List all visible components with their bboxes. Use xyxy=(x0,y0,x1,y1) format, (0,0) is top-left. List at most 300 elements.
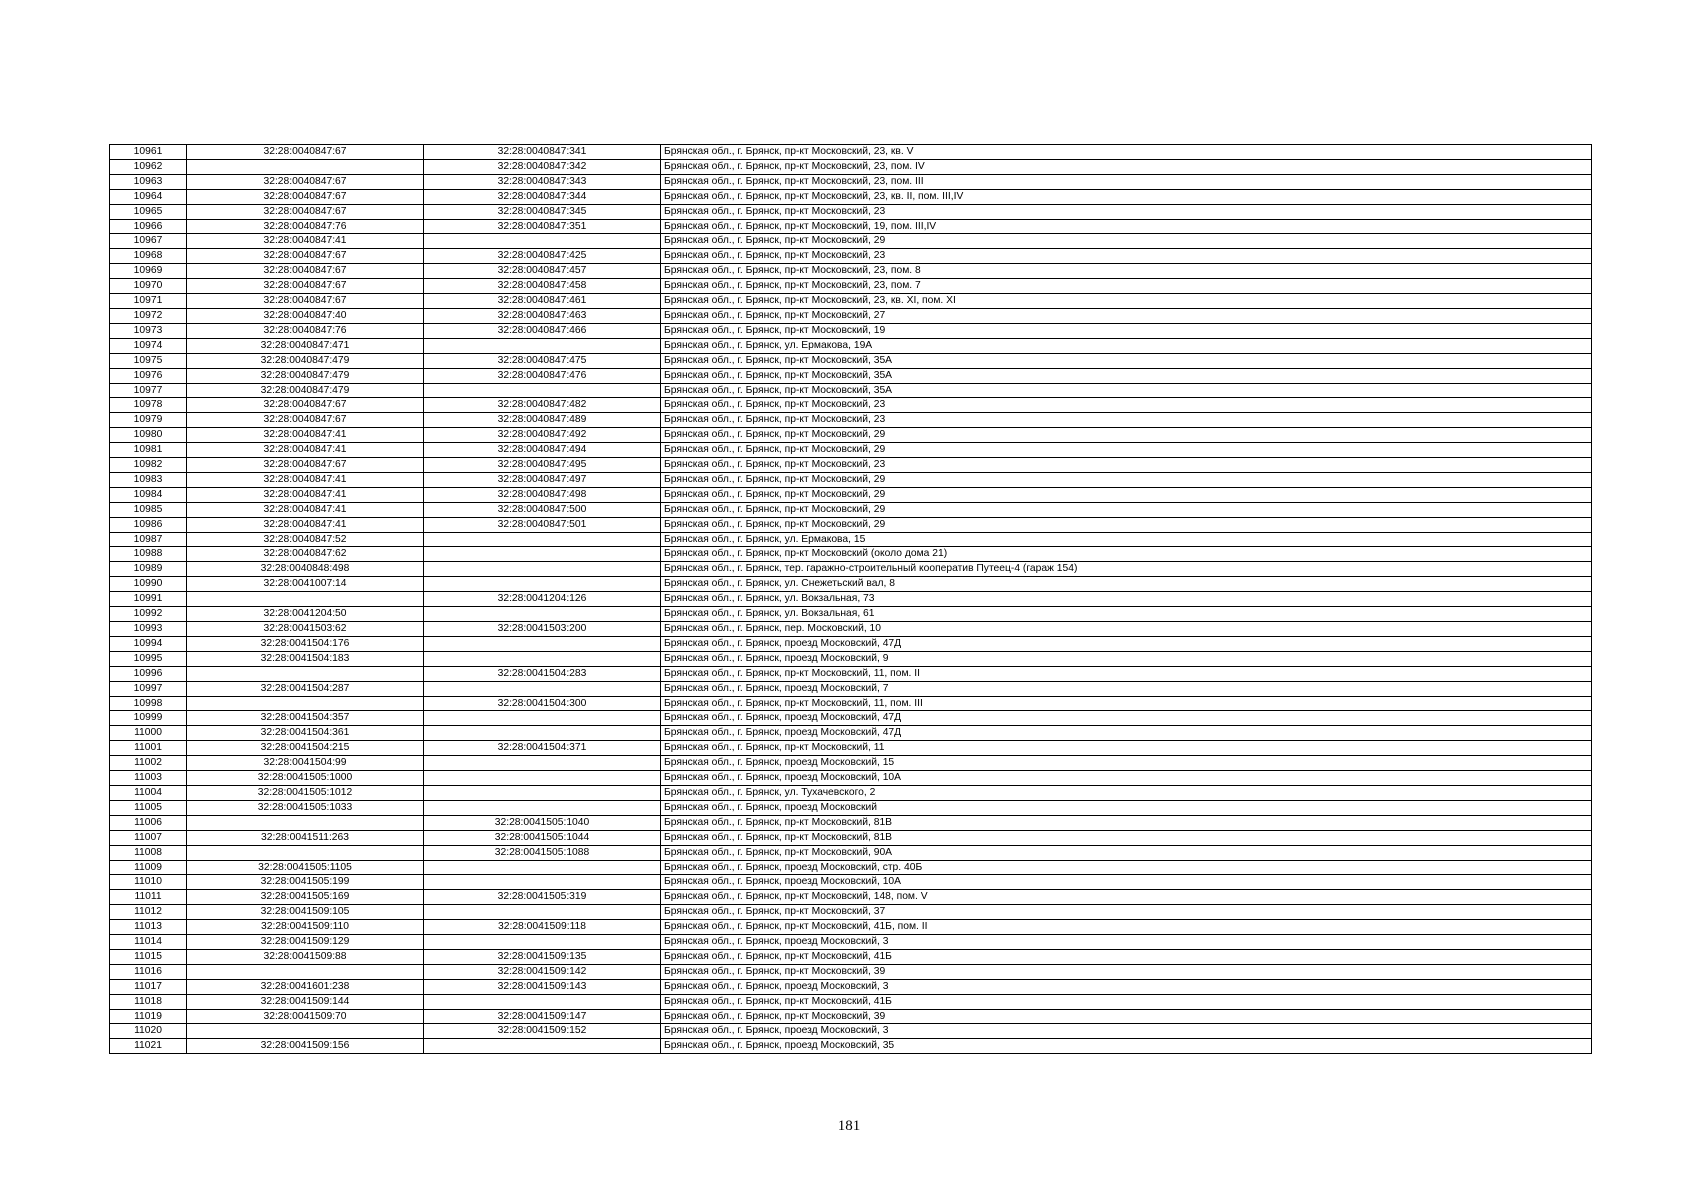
row-number-cell: 10987 xyxy=(110,532,187,547)
row-number-cell: 10976 xyxy=(110,368,187,383)
land-cadastral-number-cell: 32:28:0040847:67 xyxy=(187,174,424,189)
table-row xyxy=(110,487,1592,502)
object-cadastral-number-cell: 32:28:0040847:457 xyxy=(424,264,661,279)
table-row xyxy=(110,338,1592,353)
land-cadastral-number-cell: 32:28:0040847:41 xyxy=(187,472,424,487)
row-number-cell: 10995 xyxy=(110,651,187,666)
table-row xyxy=(110,264,1592,279)
table-row xyxy=(110,875,1592,890)
land-cadastral-number-cell: 32:28:0041505:1012 xyxy=(187,785,424,800)
row-number-cell: 10992 xyxy=(110,607,187,622)
table-row xyxy=(110,681,1592,696)
table-row xyxy=(110,860,1592,875)
table-row xyxy=(110,830,1592,845)
address-cell: Брянская обл., г. Брянск, пр-кт Московский, 39 xyxy=(661,1009,1592,1024)
object-cadastral-number-cell: 32:28:0040847:489 xyxy=(424,413,661,428)
object-cadastral-number-cell xyxy=(424,636,661,651)
land-cadastral-number-cell xyxy=(187,592,424,607)
object-cadastral-number-cell xyxy=(424,338,661,353)
table-row xyxy=(110,472,1592,487)
object-cadastral-number-cell xyxy=(424,562,661,577)
table-row xyxy=(110,517,1592,532)
row-number-cell: 11015 xyxy=(110,949,187,964)
object-cadastral-number-cell: 32:28:0041505:1040 xyxy=(424,815,661,830)
land-cadastral-number-cell: 32:28:0041509:144 xyxy=(187,994,424,1009)
object-cadastral-number-cell xyxy=(424,785,661,800)
land-cadastral-number-cell: 32:28:0040847:67 xyxy=(187,264,424,279)
property-table xyxy=(109,144,1592,1054)
table-row xyxy=(110,219,1592,234)
land-cadastral-number-cell: 32:28:0040847:67 xyxy=(187,204,424,219)
object-cadastral-number-cell: 32:28:0041509:152 xyxy=(424,1024,661,1039)
row-number-cell: 11013 xyxy=(110,920,187,935)
table-row xyxy=(110,1039,1592,1054)
address-cell: Брянская обл., г. Брянск, пр-кт Московский (около дома 21) xyxy=(661,547,1592,562)
table-row xyxy=(110,726,1592,741)
object-cadastral-number-cell: 32:28:0040847:492 xyxy=(424,428,661,443)
address-cell: Брянская обл., г. Брянск, пр-кт Московский, 81В xyxy=(661,815,1592,830)
object-cadastral-number-cell: 32:28:0041509:118 xyxy=(424,920,661,935)
row-number-cell: 11020 xyxy=(110,1024,187,1039)
table-row xyxy=(110,636,1592,651)
land-cadastral-number-cell: 32:28:0040847:40 xyxy=(187,308,424,323)
land-cadastral-number-cell: 32:28:0040847:76 xyxy=(187,323,424,338)
object-cadastral-number-cell: 32:28:0040847:498 xyxy=(424,487,661,502)
row-number-cell: 10997 xyxy=(110,681,187,696)
object-cadastral-number-cell xyxy=(424,756,661,771)
address-cell: Брянская обл., г. Брянск, проезд Московский, 47Д xyxy=(661,711,1592,726)
land-cadastral-number-cell: 32:28:0040847:67 xyxy=(187,294,424,309)
address-cell: Брянская обл., г. Брянск, проезд Московский, 7 xyxy=(661,681,1592,696)
object-cadastral-number-cell: 32:28:0040847:466 xyxy=(424,323,661,338)
land-cadastral-number-cell: 32:28:0041505:169 xyxy=(187,890,424,905)
land-cadastral-number-cell: 32:28:0041504:99 xyxy=(187,756,424,771)
table-row xyxy=(110,159,1592,174)
land-cadastral-number-cell: 32:28:0041511:263 xyxy=(187,830,424,845)
object-cadastral-number-cell: 32:28:0040847:341 xyxy=(424,145,661,160)
address-cell: Брянская обл., г. Брянск, ул. Тухачевского, 2 xyxy=(661,785,1592,800)
land-cadastral-number-cell: 32:28:0041505:1033 xyxy=(187,800,424,815)
address-cell: Брянская обл., г. Брянск, пр-кт Московский, 29 xyxy=(661,443,1592,458)
land-cadastral-number-cell: 32:28:0041504:361 xyxy=(187,726,424,741)
table-row xyxy=(110,458,1592,473)
object-cadastral-number-cell xyxy=(424,383,661,398)
address-cell: Брянская обл., г. Брянск, пр-кт Московский, 29 xyxy=(661,502,1592,517)
land-cadastral-number-cell: 32:28:0040847:67 xyxy=(187,398,424,413)
address-cell: Брянская обл., г. Брянск, пр-кт Московский, 27 xyxy=(661,308,1592,323)
object-cadastral-number-cell: 32:28:0041505:1088 xyxy=(424,845,661,860)
table-row xyxy=(110,413,1592,428)
address-cell: Брянская обл., г. Брянск, проезд Московский xyxy=(661,800,1592,815)
object-cadastral-number-cell: 32:28:0040847:351 xyxy=(424,219,661,234)
land-cadastral-number-cell: 32:28:0041601:238 xyxy=(187,979,424,994)
object-cadastral-number-cell: 32:28:0041504:300 xyxy=(424,696,661,711)
land-cadastral-number-cell xyxy=(187,815,424,830)
row-number-cell: 10985 xyxy=(110,502,187,517)
row-number-cell: 10965 xyxy=(110,204,187,219)
row-number-cell: 11011 xyxy=(110,890,187,905)
land-cadastral-number-cell: 32:28:0040847:67 xyxy=(187,145,424,160)
address-cell: Брянская обл., г. Брянск, ул. Вокзальная, 73 xyxy=(661,592,1592,607)
table-row xyxy=(110,294,1592,309)
row-number-cell: 11004 xyxy=(110,785,187,800)
address-cell: Брянская обл., г. Брянск, пр-кт Московский, 11 xyxy=(661,741,1592,756)
table-row xyxy=(110,607,1592,622)
row-number-cell: 10962 xyxy=(110,159,187,174)
object-cadastral-number-cell: 32:28:0040847:500 xyxy=(424,502,661,517)
land-cadastral-number-cell: 32:28:0041503:62 xyxy=(187,622,424,637)
row-number-cell: 11001 xyxy=(110,741,187,756)
address-cell: Брянская обл., г. Брянск, пр-кт Московский, 23, кв. V xyxy=(661,145,1592,160)
table-row xyxy=(110,1024,1592,1039)
land-cadastral-number-cell xyxy=(187,845,424,860)
page-number: 181 xyxy=(837,1118,861,1134)
object-cadastral-number-cell xyxy=(424,875,661,890)
table-row xyxy=(110,920,1592,935)
object-cadastral-number-cell: 32:28:0040847:343 xyxy=(424,174,661,189)
row-number-cell: 11005 xyxy=(110,800,187,815)
table-row xyxy=(110,651,1592,666)
object-cadastral-number-cell xyxy=(424,607,661,622)
object-cadastral-number-cell xyxy=(424,860,661,875)
table-row xyxy=(110,145,1592,160)
land-cadastral-number-cell xyxy=(187,964,424,979)
table-row xyxy=(110,994,1592,1009)
row-number-cell: 10978 xyxy=(110,398,187,413)
row-number-cell: 11006 xyxy=(110,815,187,830)
row-number-cell: 10986 xyxy=(110,517,187,532)
object-cadastral-number-cell: 32:28:0040847:342 xyxy=(424,159,661,174)
object-cadastral-number-cell xyxy=(424,905,661,920)
table-row xyxy=(110,353,1592,368)
address-cell: Брянская обл., г. Брянск, пр-кт Московский, 148, пом. V xyxy=(661,890,1592,905)
object-cadastral-number-cell: 32:28:0041509:135 xyxy=(424,949,661,964)
row-number-cell: 10993 xyxy=(110,622,187,637)
object-cadastral-number-cell: 32:28:0040847:345 xyxy=(424,204,661,219)
land-cadastral-number-cell: 32:28:0040847:41 xyxy=(187,487,424,502)
object-cadastral-number-cell xyxy=(424,994,661,1009)
object-cadastral-number-cell xyxy=(424,800,661,815)
address-cell: Брянская обл., г. Брянск, проезд Московский, 47Д xyxy=(661,726,1592,741)
land-cadastral-number-cell: 32:28:0040847:52 xyxy=(187,532,424,547)
object-cadastral-number-cell: 32:28:0041503:200 xyxy=(424,622,661,637)
row-number-cell: 10988 xyxy=(110,547,187,562)
address-cell: Брянская обл., г. Брянск, пр-кт Московский, 37 xyxy=(661,905,1592,920)
address-cell: Брянская обл., г. Брянск, пр-кт Московский, 41Б xyxy=(661,994,1592,1009)
row-number-cell: 10968 xyxy=(110,249,187,264)
address-cell: Брянская обл., г. Брянск, проезд Московский, 3 xyxy=(661,1024,1592,1039)
row-number-cell: 10972 xyxy=(110,308,187,323)
address-cell: Брянская обл., г. Брянск, проезд Московский, 15 xyxy=(661,756,1592,771)
land-cadastral-number-cell: 32:28:0040847:62 xyxy=(187,547,424,562)
row-number-cell: 10999 xyxy=(110,711,187,726)
address-cell: Брянская обл., г. Брянск, пр-кт Московский, 23, пом. 8 xyxy=(661,264,1592,279)
table-row xyxy=(110,845,1592,860)
land-cadastral-number-cell: 32:28:0040847:41 xyxy=(187,443,424,458)
address-cell: Брянская обл., г. Брянск, пр-кт Московский, 23, кв. II, пом. III,IV xyxy=(661,189,1592,204)
row-number-cell: 10998 xyxy=(110,696,187,711)
row-number-cell: 10990 xyxy=(110,577,187,592)
address-cell: Брянская обл., г. Брянск, пр-кт Московский, 81В xyxy=(661,830,1592,845)
address-cell: Брянская обл., г. Брянск, пр-кт Московский, 23 xyxy=(661,413,1592,428)
land-cadastral-number-cell: 32:28:0041504:287 xyxy=(187,681,424,696)
table-row xyxy=(110,398,1592,413)
table-row xyxy=(110,800,1592,815)
address-cell: Брянская обл., г. Брянск, проезд Московский, 3 xyxy=(661,979,1592,994)
table-row xyxy=(110,547,1592,562)
row-number-cell: 10989 xyxy=(110,562,187,577)
object-cadastral-number-cell xyxy=(424,532,661,547)
address-cell: Брянская обл., г. Брянск, пр-кт Московский, 35А xyxy=(661,368,1592,383)
land-cadastral-number-cell: 32:28:0041505:1000 xyxy=(187,771,424,786)
row-number-cell: 11000 xyxy=(110,726,187,741)
table-row xyxy=(110,308,1592,323)
row-number-cell: 10961 xyxy=(110,145,187,160)
address-cell: Брянская обл., г. Брянск, пр-кт Московский, 29 xyxy=(661,428,1592,443)
table-row xyxy=(110,815,1592,830)
row-number-cell: 11007 xyxy=(110,830,187,845)
table-row xyxy=(110,1009,1592,1024)
table-row xyxy=(110,935,1592,950)
row-number-cell: 10971 xyxy=(110,294,187,309)
row-number-cell: 10984 xyxy=(110,487,187,502)
object-cadastral-number-cell: 32:28:0040847:497 xyxy=(424,472,661,487)
row-number-cell: 10974 xyxy=(110,338,187,353)
address-cell: Брянская обл., г. Брянск, ул. Снежетьский вал, 8 xyxy=(661,577,1592,592)
row-number-cell: 11021 xyxy=(110,1039,187,1054)
land-cadastral-number-cell: 32:28:0041204:50 xyxy=(187,607,424,622)
land-cadastral-number-cell: 32:28:0040847:67 xyxy=(187,279,424,294)
object-cadastral-number-cell: 32:28:0040847:344 xyxy=(424,189,661,204)
row-number-cell: 11017 xyxy=(110,979,187,994)
row-number-cell: 10979 xyxy=(110,413,187,428)
table-row xyxy=(110,756,1592,771)
row-number-cell: 11016 xyxy=(110,964,187,979)
table-row xyxy=(110,562,1592,577)
table-row xyxy=(110,622,1592,637)
land-cadastral-number-cell: 32:28:0041509:129 xyxy=(187,935,424,950)
table-row xyxy=(110,577,1592,592)
table-row xyxy=(110,502,1592,517)
address-cell: Брянская обл., г. Брянск, пр-кт Московский, 41Б xyxy=(661,949,1592,964)
object-cadastral-number-cell xyxy=(424,651,661,666)
table-row xyxy=(110,443,1592,458)
row-number-cell: 10975 xyxy=(110,353,187,368)
land-cadastral-number-cell: 32:28:0041509:70 xyxy=(187,1009,424,1024)
table-row xyxy=(110,204,1592,219)
address-cell: Брянская обл., г. Брянск, пр-кт Московский, 23 xyxy=(661,398,1592,413)
table-row xyxy=(110,368,1592,383)
row-number-cell: 10981 xyxy=(110,443,187,458)
address-cell: Брянская обл., г. Брянск, ул. Ермакова, 15 xyxy=(661,532,1592,547)
object-cadastral-number-cell: 32:28:0040847:461 xyxy=(424,294,661,309)
table-row xyxy=(110,323,1592,338)
address-cell: Брянская обл., г. Брянск, проезд Московский, 35 xyxy=(661,1039,1592,1054)
land-cadastral-number-cell: 32:28:0040847:479 xyxy=(187,368,424,383)
address-cell: Брянская обл., г. Брянск, пр-кт Московский, 23, пом. 7 xyxy=(661,279,1592,294)
address-cell: Брянская обл., г. Брянск, пр-кт Московский, 23 xyxy=(661,204,1592,219)
address-cell: Брянская обл., г. Брянск, пр-кт Московский, 39 xyxy=(661,964,1592,979)
object-cadastral-number-cell: 32:28:0041504:371 xyxy=(424,741,661,756)
address-cell: Брянская обл., г. Брянск, пр-кт Московский, 90А xyxy=(661,845,1592,860)
object-cadastral-number-cell: 32:28:0041204:126 xyxy=(424,592,661,607)
object-cadastral-number-cell: 32:28:0041505:1044 xyxy=(424,830,661,845)
object-cadastral-number-cell xyxy=(424,726,661,741)
address-cell: Брянская обл., г. Брянск, пр-кт Московский, 23, пом. IV xyxy=(661,159,1592,174)
address-cell: Брянская обл., г. Брянск, пр-кт Московский, 35А xyxy=(661,353,1592,368)
row-number-cell: 10994 xyxy=(110,636,187,651)
land-cadastral-number-cell: 32:28:0041505:199 xyxy=(187,875,424,890)
table-row xyxy=(110,189,1592,204)
land-cadastral-number-cell: 32:28:0041504:357 xyxy=(187,711,424,726)
address-cell: Брянская обл., г. Брянск, пр-кт Московский, 19 xyxy=(661,323,1592,338)
row-number-cell: 10983 xyxy=(110,472,187,487)
address-cell: Брянская обл., г. Брянск, пр-кт Московский, 29 xyxy=(661,472,1592,487)
row-number-cell: 11003 xyxy=(110,771,187,786)
row-number-cell: 10991 xyxy=(110,592,187,607)
object-cadastral-number-cell: 32:28:0040847:463 xyxy=(424,308,661,323)
row-number-cell: 11009 xyxy=(110,860,187,875)
object-cadastral-number-cell xyxy=(424,681,661,696)
object-cadastral-number-cell xyxy=(424,771,661,786)
row-number-cell: 10969 xyxy=(110,264,187,279)
row-number-cell: 11008 xyxy=(110,845,187,860)
table-row xyxy=(110,666,1592,681)
row-number-cell: 10964 xyxy=(110,189,187,204)
land-cadastral-number-cell: 32:28:0040847:67 xyxy=(187,413,424,428)
address-cell: Брянская обл., г. Брянск, пр-кт Московский, 19, пом. III,IV xyxy=(661,219,1592,234)
object-cadastral-number-cell xyxy=(424,711,661,726)
address-cell: Брянская обл., г. Брянск, пр-кт Московский, 29 xyxy=(661,487,1592,502)
row-number-cell: 10996 xyxy=(110,666,187,681)
address-cell: Брянская обл., г. Брянск, проезд Московский, стр. 40Б xyxy=(661,860,1592,875)
row-number-cell: 10977 xyxy=(110,383,187,398)
table-row xyxy=(110,785,1592,800)
land-cadastral-number-cell xyxy=(187,666,424,681)
address-cell: Брянская обл., г. Брянск, пр-кт Московский, 29 xyxy=(661,234,1592,249)
land-cadastral-number-cell: 32:28:0041505:1105 xyxy=(187,860,424,875)
table-row xyxy=(110,771,1592,786)
table-row xyxy=(110,741,1592,756)
table-row xyxy=(110,979,1592,994)
object-cadastral-number-cell xyxy=(424,547,661,562)
land-cadastral-number-cell: 32:28:0041504:176 xyxy=(187,636,424,651)
row-number-cell: 11012 xyxy=(110,905,187,920)
land-cadastral-number-cell: 32:28:0040847:479 xyxy=(187,353,424,368)
land-cadastral-number-cell: 32:28:0040847:41 xyxy=(187,517,424,532)
land-cadastral-number-cell: 32:28:0040847:479 xyxy=(187,383,424,398)
address-cell: Брянская обл., г. Брянск, проезд Московский, 10А xyxy=(661,771,1592,786)
object-cadastral-number-cell: 32:28:0040847:494 xyxy=(424,443,661,458)
object-cadastral-number-cell: 32:28:0041509:147 xyxy=(424,1009,661,1024)
object-cadastral-number-cell: 32:28:0040847:501 xyxy=(424,517,661,532)
table-row xyxy=(110,428,1592,443)
land-cadastral-number-cell: 32:28:0040847:41 xyxy=(187,428,424,443)
object-cadastral-number-cell: 32:28:0040847:475 xyxy=(424,353,661,368)
address-cell: Брянская обл., г. Брянск, пр-кт Московский, 23 xyxy=(661,249,1592,264)
address-cell: Брянская обл., г. Брянск, пр-кт Московский, 23, пом. III xyxy=(661,174,1592,189)
row-number-cell: 10966 xyxy=(110,219,187,234)
land-cadastral-number-cell: 32:28:0040847:41 xyxy=(187,234,424,249)
address-cell: Брянская обл., г. Брянск, проезд Московский, 3 xyxy=(661,935,1592,950)
row-number-cell: 11010 xyxy=(110,875,187,890)
object-cadastral-number-cell: 32:28:0040847:425 xyxy=(424,249,661,264)
row-number-cell: 11018 xyxy=(110,994,187,1009)
land-cadastral-number-cell: 32:28:0041509:105 xyxy=(187,905,424,920)
address-cell: Брянская обл., г. Брянск, пр-кт Московский, 29 xyxy=(661,517,1592,532)
address-cell: Брянская обл., г. Брянск, пр-кт Московский, 35А xyxy=(661,383,1592,398)
land-cadastral-number-cell: 32:28:0040847:67 xyxy=(187,189,424,204)
object-cadastral-number-cell: 32:28:0041509:143 xyxy=(424,979,661,994)
land-cadastral-number-cell: 32:28:0040847:41 xyxy=(187,502,424,517)
address-cell: Брянская обл., г. Брянск, проезд Московский, 47Д xyxy=(661,636,1592,651)
land-cadastral-number-cell xyxy=(187,159,424,174)
table-row xyxy=(110,592,1592,607)
object-cadastral-number-cell: 32:28:0041505:319 xyxy=(424,890,661,905)
address-cell: Брянская обл., г. Брянск, пр-кт Московский, 23 xyxy=(661,458,1592,473)
land-cadastral-number-cell: 32:28:0040848:498 xyxy=(187,562,424,577)
object-cadastral-number-cell xyxy=(424,577,661,592)
land-cadastral-number-cell xyxy=(187,696,424,711)
table-row xyxy=(110,532,1592,547)
object-cadastral-number-cell: 32:28:0040847:476 xyxy=(424,368,661,383)
address-cell: Брянская обл., г. Брянск, пр-кт Московский, 23, кв. XI, пом. XI xyxy=(661,294,1592,309)
table-row xyxy=(110,696,1592,711)
row-number-cell: 10967 xyxy=(110,234,187,249)
table-row xyxy=(110,234,1592,249)
address-cell: Брянская обл., г. Брянск, пр-кт Московский, 41Б, пом. II xyxy=(661,920,1592,935)
table-row xyxy=(110,964,1592,979)
object-cadastral-number-cell: 32:28:0040847:495 xyxy=(424,458,661,473)
object-cadastral-number-cell: 32:28:0040847:482 xyxy=(424,398,661,413)
address-cell: Брянская обл., г. Брянск, ул. Вокзальная, 61 xyxy=(661,607,1592,622)
address-cell: Брянская обл., г. Брянск, ул. Ермакова, 19А xyxy=(661,338,1592,353)
land-cadastral-number-cell: 32:28:0040847:76 xyxy=(187,219,424,234)
table-row xyxy=(110,890,1592,905)
land-cadastral-number-cell: 32:28:0041509:156 xyxy=(187,1039,424,1054)
row-number-cell: 10980 xyxy=(110,428,187,443)
row-number-cell: 10963 xyxy=(110,174,187,189)
object-cadastral-number-cell xyxy=(424,234,661,249)
land-cadastral-number-cell xyxy=(187,1024,424,1039)
object-cadastral-number-cell: 32:28:0041509:142 xyxy=(424,964,661,979)
table-row xyxy=(110,905,1592,920)
object-cadastral-number-cell: 32:28:0041504:283 xyxy=(424,666,661,681)
table-row xyxy=(110,949,1592,964)
row-number-cell: 10973 xyxy=(110,323,187,338)
land-cadastral-number-cell: 32:28:0041509:110 xyxy=(187,920,424,935)
object-cadastral-number-cell xyxy=(424,935,661,950)
table-row xyxy=(110,279,1592,294)
object-cadastral-number-cell xyxy=(424,1039,661,1054)
address-cell: Брянская обл., г. Брянск, проезд Московский, 10А xyxy=(661,875,1592,890)
land-cadastral-number-cell: 32:28:0040847:471 xyxy=(187,338,424,353)
address-cell: Брянская обл., г. Брянск, проезд Московский, 9 xyxy=(661,651,1592,666)
object-cadastral-number-cell: 32:28:0040847:458 xyxy=(424,279,661,294)
address-cell: Брянская обл., г. Брянск, пр-кт Московский, 11, пом. II xyxy=(661,666,1592,681)
row-number-cell: 11019 xyxy=(110,1009,187,1024)
land-cadastral-number-cell: 32:28:0041504:215 xyxy=(187,741,424,756)
address-cell: Брянская обл., г. Брянск, пер. Московский, 10 xyxy=(661,622,1592,637)
land-cadastral-number-cell: 32:28:0041504:183 xyxy=(187,651,424,666)
table-row xyxy=(110,249,1592,264)
row-number-cell: 10970 xyxy=(110,279,187,294)
row-number-cell: 11002 xyxy=(110,756,187,771)
row-number-cell: 10982 xyxy=(110,458,187,473)
address-cell: Брянская обл., г. Брянск, пр-кт Московский, 11, пом. III xyxy=(661,696,1592,711)
address-cell: Брянская обл., г. Брянск, тер. гаражно-строительный кооператив Путеец-4 (гараж 154) xyxy=(661,562,1592,577)
table-row xyxy=(110,711,1592,726)
